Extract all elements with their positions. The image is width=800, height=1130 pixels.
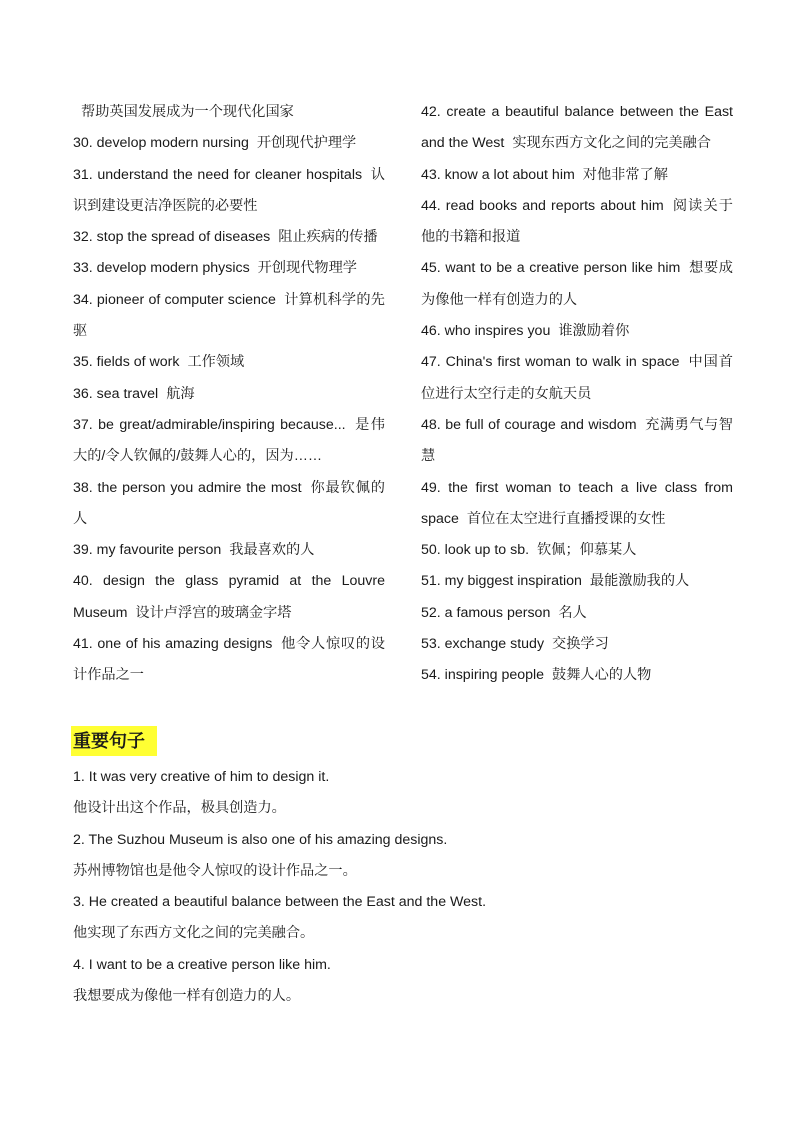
phrase-en: 45. want to be a creative person like him — [421, 260, 681, 277]
phrase-en: 36. sea travel — [73, 385, 159, 402]
phrase-entry — [421, 598, 733, 629]
phrase-en: 32. stop the spread of diseases — [73, 229, 271, 246]
phrase-entry — [421, 410, 733, 473]
phrase-zh: 是伟大的/令人钦佩的/鼓舞人心的，因为…… — [73, 416, 385, 465]
phrase-entry — [73, 347, 385, 378]
phrase-en: 52. a famous person — [421, 604, 551, 621]
phrase-en: 50. look up to sb. — [421, 542, 530, 559]
phrase-entry — [73, 566, 385, 629]
phrase-en: 51. my biggest inspiration — [421, 573, 582, 590]
phrase-zh: 阅读关于他的书籍和报道 — [421, 197, 733, 246]
phrase-en: 34. pioneer of computer science — [73, 291, 276, 308]
phrase-zh: 阻止疾病的传播 — [278, 229, 378, 246]
phrase-zh: 交换学习 — [552, 636, 609, 653]
phrase-zh: 中国首位进行太空行走的女航天员 — [421, 354, 733, 402]
key-sentences-list — [73, 762, 733, 1012]
phrase-entry — [421, 253, 733, 316]
sentence-en: 4. I want to be a creative person like him. — [73, 956, 331, 973]
phrase-zh: 充满勇气与智慧 — [421, 416, 733, 465]
sentence-zh: 苏州博物馆也是他令人惊叹的设计作品之一。 — [73, 862, 357, 879]
phrase-zh: 工作领域 — [187, 354, 245, 371]
phrase-entry — [73, 473, 385, 536]
phrase-entry — [421, 160, 733, 191]
left-phrase-column — [73, 97, 385, 692]
phrase-entry — [73, 379, 385, 410]
phrase-entry — [421, 191, 733, 254]
phrase-zh: 首位在太空进行直播授课的女性 — [466, 510, 666, 527]
phrase-zh: 谁激励着你 — [558, 323, 630, 340]
phrase-zh: 我最喜欢的人 — [229, 542, 315, 559]
phrase-entry — [421, 316, 733, 347]
phrase-en: 31. understand the need for cleaner hospitals — [73, 166, 363, 183]
phrase-zh: 钦佩；仰慕某人 — [537, 542, 637, 559]
sentence-zh: 我想要成为像他一样有创造力的人。 — [73, 988, 301, 1005]
phrase-zh: 计算机科学的先驱 — [73, 291, 385, 340]
phrase-en: 43. know a lot about him — [421, 166, 575, 183]
phrase-zh: 开创现代护理学 — [256, 135, 357, 152]
phrase-zh: 航海 — [166, 385, 195, 402]
phrase-entry — [73, 128, 385, 159]
phrase-zh: 对他非常了解 — [582, 166, 668, 183]
phrase-entry — [421, 566, 733, 597]
phrase-zh: 设计卢浮宫的玻璃金字塔 — [135, 604, 292, 621]
phrase-en: 41. one of his amazing designs — [73, 636, 273, 653]
phrase-en: 53. exchange study — [421, 636, 545, 653]
phrase-entry — [421, 660, 733, 691]
phrase-zh: 鼓舞人心的人物 — [552, 667, 652, 684]
right-phrase-column — [421, 97, 733, 692]
sentence-zh: 他设计出这个作品，极具创造力。 — [73, 800, 286, 817]
sentence-en: 3. He created a beautiful balance between the East and the West. — [73, 894, 487, 911]
phrase-zh: 你最钦佩的人 — [73, 479, 385, 527]
sentence-en: 2. The Suzhou Museum is also one of his amazing designs. — [73, 831, 448, 848]
phrase-zh: 实现东西方文化之间的完美融合 — [512, 135, 711, 152]
phrase-entry — [73, 535, 385, 566]
phrase-en: 30. develop modern nursing — [73, 135, 249, 152]
phrase-entry — [421, 535, 733, 566]
phrase-entry — [73, 222, 385, 253]
phrase-en: 46. who inspires you — [421, 323, 551, 340]
phrase-en: 48. be full of courage and wisdom — [421, 416, 637, 433]
phrase-zh: 想要成为像他一样有创造力的人 — [421, 260, 733, 308]
phrase-en: 44. read books and reports about him — [421, 197, 664, 214]
phrase-zh: 最能激励我的人 — [589, 573, 690, 590]
section-title-key-sentences: 重要句子 — [71, 726, 157, 756]
phrase-entry — [73, 410, 385, 473]
phrase-en: 39. my favourite person — [73, 542, 222, 559]
phrase-entry — [73, 285, 385, 348]
phrase-zh: 名人 — [558, 604, 587, 621]
phrase-en: 54. inspiring people — [421, 667, 545, 684]
phrase-en: 35. fields of work — [73, 354, 180, 371]
phrase-zh: 他令人惊叹的设计作品之一 — [73, 636, 385, 684]
phrase-zh: 帮助英国发展成为一个现代化国家 — [81, 104, 294, 120]
phrase-en: 40. design the glass pyramid at the Louvre Museum — [73, 573, 385, 621]
phrase-entry — [421, 97, 733, 160]
phrase-zh: 开创现代物理学 — [257, 260, 357, 277]
phrase-entry — [421, 473, 733, 536]
sentence-en: 1. It was very creative of him to design it. — [73, 769, 330, 785]
phrase-en: 33. develop modern physics — [73, 260, 250, 277]
phrase-en: 49. the first woman to teach a live class from space — [421, 479, 733, 527]
phrase-entry — [421, 629, 733, 660]
phrase-entry — [421, 347, 733, 410]
sentence-zh: 他实现了东西方文化之间的完美融合。 — [73, 925, 315, 942]
phrase-en: 37. be great/admirable/inspiring because... — [73, 416, 346, 433]
phrase-en: 42. create a beautiful balance between the East and the West — [421, 104, 733, 152]
phrase-entry — [73, 253, 385, 284]
phrase-en: 47. China's first woman to walk in space — [421, 354, 680, 371]
phrase-entry — [73, 160, 385, 223]
phrase-entry — [73, 629, 385, 692]
phrase-columns — [73, 97, 733, 692]
phrase-entry — [73, 97, 385, 128]
phrase-en: 38. the person you admire the most — [73, 479, 302, 496]
phrase-zh: 认识到建设更洁净医院的必要性 — [73, 166, 385, 214]
